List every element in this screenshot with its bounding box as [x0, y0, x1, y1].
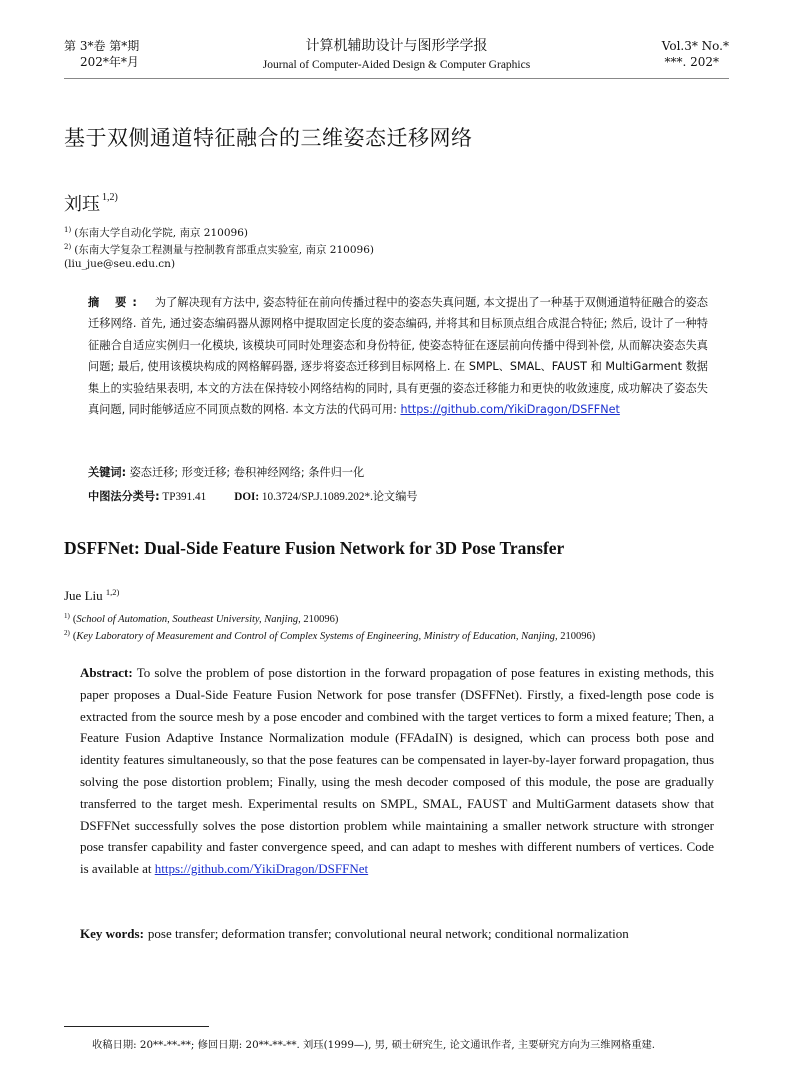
author-sup-cn: 1,2)	[102, 192, 118, 203]
class-label: 中图法分类号:	[88, 490, 160, 503]
author-name-en: Jue Liu	[64, 588, 103, 603]
header-issue	[64, 38, 139, 70]
footnote-rule	[64, 1026, 209, 1027]
paper-title-cn: 基于双侧通道特征融合的三维姿态迁移网络	[64, 126, 473, 150]
author-en	[64, 587, 119, 604]
journal-name-cn: 计算机辅助设计与图形学学报	[305, 38, 488, 54]
abstract-label-en: Abstract:	[80, 665, 133, 680]
keywords-text-en: pose transfer; deformation transfer; convolutional neural network; conditional normalization	[147, 926, 629, 941]
abstract-cn	[88, 292, 708, 420]
keywords-label-en: Key words:	[80, 926, 144, 941]
journal-name-en: Journal of Computer-Aided Design & Computer Graphics	[262, 59, 531, 71]
header-journal	[200, 36, 593, 73]
doi	[234, 490, 417, 503]
keywords-label-cn: 关键词:	[88, 466, 127, 479]
abstract-text-cn: 为了解决现有方法中, 姿态特征在前向传播过程中的姿态失真问题, 本文提出了一种基于双侧通道特征融合的姿态迁移网络. 首先, 通过姿态编码器从源网格中提取固定长度的姿态编码, 并将其和目标顶点组合成混合特征; 然后, 设计了一种特征融合自适应实例归一化模块, 该模块可同时处理姿态和身份特征, 使姿态特征在逐层前向传播中得到补偿, 从而解决姿态失真问题; 最后, 使用该模块构成的网格解码器, 逐步将姿态迁移到目标网格上. 在 SMPL、SMAL、FAUST 和 MultiGarment 数据集上的实验结果表明, 本文的方法在保持较小网络结构的同时, 具有更强的姿态迁移能力和更快的收敛速度, 成功解决了姿态失真问题, 同时能够适应不同顶点数的网格. 本文方法的代码可用:	[88, 296, 708, 417]
author-sup-en: 1,2)	[105, 587, 120, 597]
footnote: 收稿日期: 20**-**-**; 修回日期: 20**-**-**. 刘珏(1999—), 男, 硕士研究生, 论文通讯作者, 主要研究方向为三维网格重建.	[92, 1039, 656, 1051]
affiliation-cn-2: $^{2)}$ (东南大学复杂工程测量与控制教育部重点实验室, 南京 210096)	[64, 243, 374, 256]
header-date: 202*年*月	[80, 55, 139, 69]
class-value: TP391.41	[159, 491, 207, 503]
header-rule	[64, 78, 729, 79]
header-vol-date: ***. 202*	[664, 55, 719, 69]
classification	[88, 488, 418, 504]
keywords-cn	[88, 464, 364, 480]
code-link-cn[interactable]: https://github.com/YikiDragon/DSFFNet	[400, 403, 620, 417]
abstract-text-en: To solve the problem of pose distortion in the forward propagation of pose features in existing methods, this paper proposes a Dual-Side Feature Fusion Network for pose transfer (DSFFNet). Firstly, a fixed-length pose code is extracted from the source mesh by a pose encoder and combined with the target vertices to form a mixed feature; Then, a Feature Fusion Adaptive Instance Normalization module (FFAdaIN) is designed, which can process both pose and identity features simultaneously, so that the pose features can be compensated in layer-by-layer forward propagation, thus solving the pose distortion problem; Finally, using the mesh decoder composed of this module, the pose are gradually transferred to the target mesh. Experimental results on SMPL, SMAL, FAUST and MultiGarment datasets show that DSFFNet successfully solves the pose distortion problem while maintaining a smaller network structure with stronger pose transfer capability and faster convergence speed, and can adapt to meshes with different numbers of vertices. Code is available at	[80, 665, 714, 877]
keywords-en	[80, 926, 629, 942]
paper-title-en: DSFFNet: Dual-Side Feature Fusion Network for 3D Pose Transfer	[64, 538, 565, 558]
email: (liu_jue@seu.edu.cn)	[64, 258, 176, 270]
affiliation-cn-1: $^{1)}$ (东南大学自动化学院, 南京 210096)	[64, 226, 248, 239]
header-vol-no: Vol.3* No.*	[661, 39, 729, 53]
affiliation-en-2: $^{2)}$ (Key Laboratory of Measurement and Control of Complex Systems of Engineering, Ministry of Education, Nanjing, 210096)	[64, 629, 596, 642]
header-vol	[662, 38, 729, 70]
header-volume-issue: 第 3*卷 第*期	[64, 39, 140, 53]
doi-value: 10.3724/SP.J.1089.202*.论文编号	[259, 491, 418, 503]
keywords-text-cn: 姿态迁移; 形变迁移; 卷积神经网络; 条件归一化	[126, 466, 365, 479]
affiliation-en-1: $^{1)}$ (School of Automation, Southeast University, Nanjing, 210096)	[64, 612, 339, 625]
abstract-label-cn: 摘 要:	[88, 296, 143, 309]
abstract-en	[80, 662, 714, 880]
doi-label: DOI:	[234, 491, 260, 503]
author-name-cn: 刘珏	[64, 194, 100, 215]
author-cn	[64, 190, 118, 216]
code-link-en[interactable]: https://github.com/YikiDragon/DSFFNet	[154, 861, 369, 877]
